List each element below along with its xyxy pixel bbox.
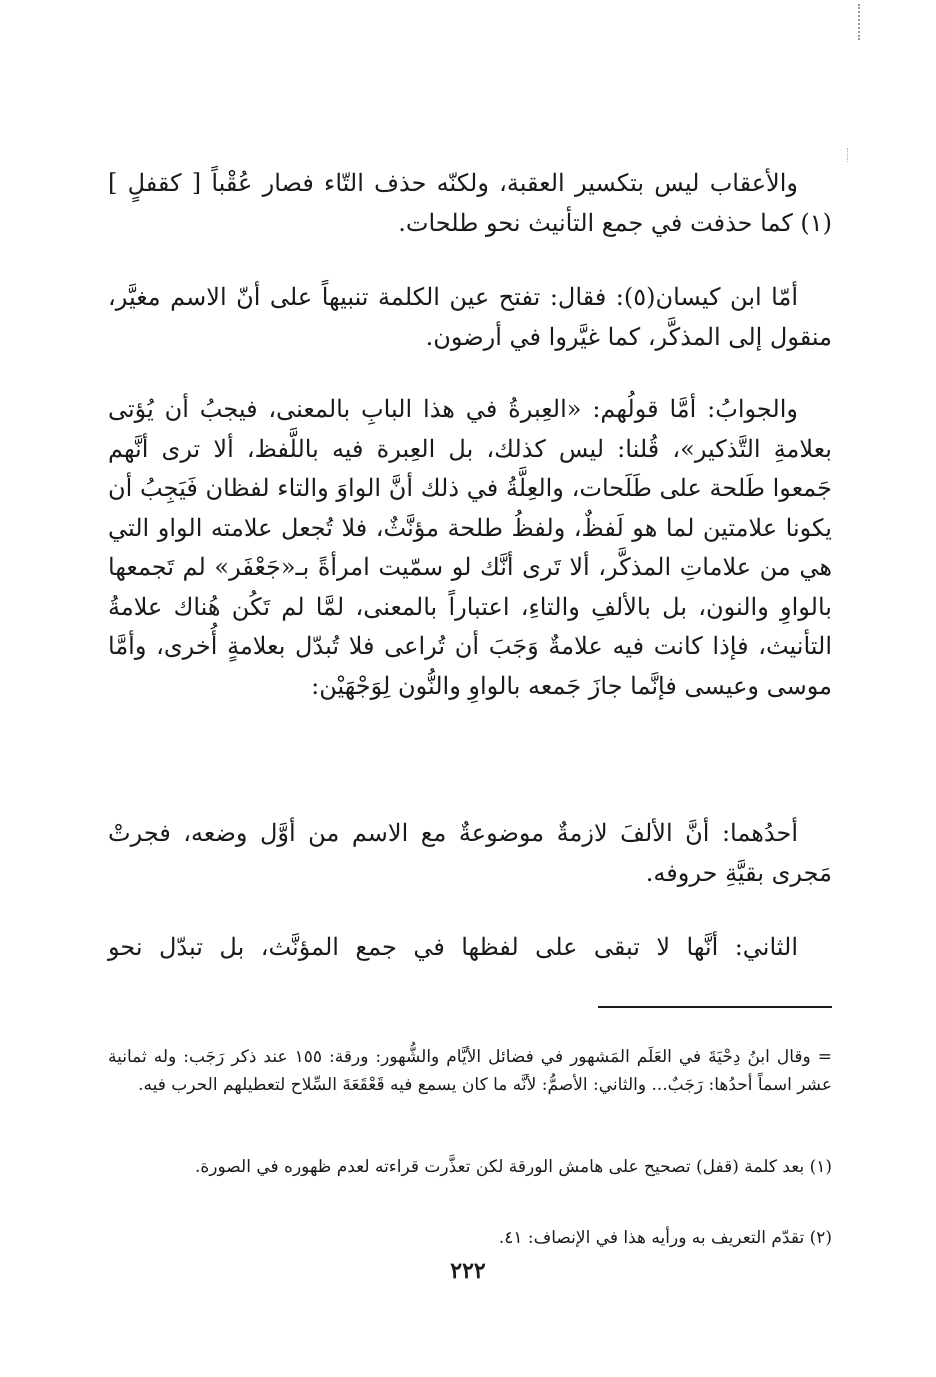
paragraph-first-reason: أحدُهما: أنَّ الألفَ لازمةٌ موضوعةٌ مع الاسم من أوَّل وضعه، فجرتْ مَجرى بقيَّةِ حروفه. bbox=[108, 819, 832, 887]
scan-margin-marks bbox=[856, 4, 860, 40]
paragraph-aqab: والأعقاب ليس بتكسير العقبة، ولكنّه حذف التّاء فصار عُقْباً [ كقفلٍ ](١) كما حذفت في جمع التأنيث نحو طلحات. bbox=[108, 169, 832, 237]
footnote-continued: = وقال ابنُ دِحْيَةَ في العَلَم المَشهور في فضائل الأيَّام والشُّهور: ورقة: ١٥٥ عند ذكر رَجَب: وله ثمانية عشر اسماً أحدُها: رَجَبٌ... والثاني: الأصمُّ: لأنَّه ما كان يسمع فيه قَعْقَعَةَ السِّلاح لتعطيلهم الحرب فيه. bbox=[108, 1047, 832, 1095]
scan-margin-mark bbox=[846, 148, 848, 162]
footnote-2: (٢) تقدّم التعريف به ورأيه هذا في الإنصاف: ٤١. bbox=[498, 1228, 832, 1248]
paragraph-ibn-kaysan: أمّا ابن كيسان(٥): فقال: تفتح عين الكلمة تنبيهاً على أنّ الاسم مغيَّر، منقول إلى المذكَّر، كما غيَّروا في أرضون. bbox=[108, 283, 832, 351]
paragraph-second-reason: الثاني: أنَّها لا تبقى على لفظها في جمع المؤنَّث، بل تبدّل نحو bbox=[108, 933, 798, 961]
footnote-1: (١) بعد كلمة (قفل) تصحيح على هامش الورقة لكن تعذَّرت قراءته لعدم ظهوره في الصورة. bbox=[195, 1157, 832, 1177]
page-number: ٢٢٢ bbox=[450, 1258, 486, 1284]
footnote-separator bbox=[598, 1006, 832, 1008]
paragraph-answer: والجوابُ: أمَّا قولُهم: «العِبرةُ في هذا البابِ بالمعنى، فيجبُ أن يُؤتى بعلامةِ التَّذكير»، قُلنا: ليس كذلك، بل العِبرة فيه باللَّفظ، ألا ترى أنَّهم جَمعوا طَلحة على طَلَحات، والعِلَّةُ في ذلك أنَّ الواوَ والتاء لفظان فَيَجِبُ أن يكونا علامتين لما هو لَفظٌ، ولفظُ طلحة مؤنَّثٌ، فلا تُجعل علامته الواو التي هي من علاماتِ المذكَّر، ألا تَرى أنَّك لو سمّيت امرأةً بـ«جَعْفَر» لم تَجمعها بالواوِ والنون، بل بالألفِ والتاءِ، اعتباراً بالمعنى، لمَّا لم تَكُن هُناك علامةُ التأنيث، فإذا كانت فيه علامةٌ وَجَبَ أن تُراعى فلا تُبدّل بعلامةٍ أُخرى، وأمَّا موسى وعيسى فإنَّما جازَ جَمعه بالواوِ والنُّون لِوَجْهَيْن: bbox=[108, 395, 832, 700]
